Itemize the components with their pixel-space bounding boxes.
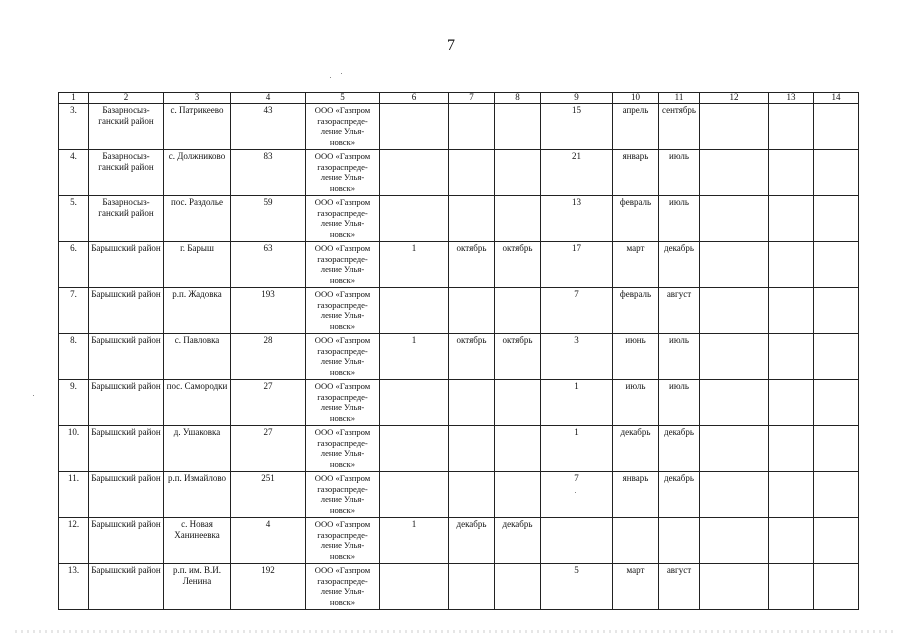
column-9-cell: 7: [541, 472, 613, 518]
column-11-cell: сентябрь: [659, 104, 700, 150]
column-10-cell: февраль: [613, 288, 659, 334]
column-8-cell: [495, 288, 541, 334]
column-7-cell: [449, 426, 495, 472]
column-number: 1: [59, 93, 89, 104]
scan-speck: [341, 73, 342, 74]
quantity-cell: 251: [231, 472, 306, 518]
column-11-cell: декабрь: [659, 242, 700, 288]
column-7-cell: декабрь: [449, 518, 495, 564]
row-number-cell: 11.: [59, 472, 89, 518]
organization-cell: ООО «Газпром газораспреде- ление Улья- новск»: [306, 472, 380, 518]
organization-cell: ООО «Газпром газораспреде- ление Улья- новск»: [306, 334, 380, 380]
settlement-cell: р.п. Измайлово: [164, 472, 231, 518]
district-cell: Барышский район: [89, 242, 164, 288]
table-row: [59, 150, 859, 196]
quantity-cell: 192: [231, 564, 306, 610]
column-13-cell: [769, 472, 814, 518]
district-cell: Барышский район: [89, 564, 164, 610]
column-8-cell: [495, 104, 541, 150]
column-number-row: [59, 93, 859, 104]
row-number-cell: 7.: [59, 288, 89, 334]
column-number: 8: [495, 93, 541, 104]
column-6-cell: [380, 196, 449, 242]
column-11-cell: август: [659, 564, 700, 610]
column-12-cell: [700, 288, 769, 334]
column-14-cell: [814, 150, 859, 196]
column-11-cell: [659, 518, 700, 564]
column-13-cell: [769, 380, 814, 426]
column-8-cell: [495, 196, 541, 242]
column-13-cell: [769, 518, 814, 564]
column-11-cell: июль: [659, 196, 700, 242]
organization-cell: ООО «Газпром газораспреде- ление Улья- новск»: [306, 104, 380, 150]
column-number: 3: [164, 93, 231, 104]
column-9-cell: 1: [541, 380, 613, 426]
settlement-cell: с. Павловка: [164, 334, 231, 380]
column-11-cell: июль: [659, 380, 700, 426]
table-row: [59, 288, 859, 334]
organization-cell: ООО «Газпром газораспреде- ление Улья- новск»: [306, 196, 380, 242]
table-row: [59, 196, 859, 242]
column-9-cell: 21: [541, 150, 613, 196]
column-6-cell: 1: [380, 242, 449, 288]
column-8-cell: декабрь: [495, 518, 541, 564]
scan-speck: [330, 77, 331, 78]
table-row: [59, 426, 859, 472]
column-7-cell: октябрь: [449, 242, 495, 288]
column-number: 5: [306, 93, 380, 104]
column-number: 4: [231, 93, 306, 104]
column-12-cell: [700, 334, 769, 380]
column-9-cell: 17: [541, 242, 613, 288]
district-cell: Базарносыз- ганский район: [89, 196, 164, 242]
column-11-cell: июль: [659, 334, 700, 380]
column-7-cell: октябрь: [449, 334, 495, 380]
settlement-cell: р.п. им. В.И. Ленина: [164, 564, 231, 610]
column-13-cell: [769, 150, 814, 196]
settlement-cell: д. Ушаковка: [164, 426, 231, 472]
column-10-cell: февраль: [613, 196, 659, 242]
column-9-cell: 13: [541, 196, 613, 242]
row-number-cell: 4.: [59, 150, 89, 196]
column-13-cell: [769, 242, 814, 288]
column-9-cell: 7: [541, 288, 613, 334]
column-10-cell: март: [613, 242, 659, 288]
column-12-cell: [700, 564, 769, 610]
organization-cell: ООО «Газпром газораспреде- ление Улья- новск»: [306, 380, 380, 426]
district-cell: Барышский район: [89, 380, 164, 426]
column-12-cell: [700, 150, 769, 196]
table-row: [59, 564, 859, 610]
column-8-cell: октябрь: [495, 242, 541, 288]
row-number-cell: 3.: [59, 104, 89, 150]
column-12-cell: [700, 242, 769, 288]
column-11-cell: декабрь: [659, 426, 700, 472]
column-13-cell: [769, 196, 814, 242]
row-number-cell: 13.: [59, 564, 89, 610]
column-number: 13: [769, 93, 814, 104]
column-8-cell: [495, 380, 541, 426]
column-9-cell: 1: [541, 426, 613, 472]
column-14-cell: [814, 196, 859, 242]
page-number: 7: [447, 37, 455, 54]
column-number: 10: [613, 93, 659, 104]
column-number: 11: [659, 93, 700, 104]
district-cell: Барышский район: [89, 472, 164, 518]
quantity-cell: 83: [231, 150, 306, 196]
column-9-cell: 3: [541, 334, 613, 380]
column-number: 9: [541, 93, 613, 104]
quantity-cell: 193: [231, 288, 306, 334]
column-9-cell: 5: [541, 564, 613, 610]
column-8-cell: [495, 564, 541, 610]
column-14-cell: [814, 104, 859, 150]
column-number: 12: [700, 93, 769, 104]
column-10-cell: январь: [613, 472, 659, 518]
column-7-cell: [449, 150, 495, 196]
column-13-cell: [769, 564, 814, 610]
column-11-cell: декабрь: [659, 472, 700, 518]
column-9-cell: 15: [541, 104, 613, 150]
column-6-cell: [380, 288, 449, 334]
column-10-cell: апрель: [613, 104, 659, 150]
column-14-cell: [814, 242, 859, 288]
column-6-cell: [380, 564, 449, 610]
column-6-cell: [380, 150, 449, 196]
scan-speck: [33, 395, 34, 396]
scan-edge-noise: [15, 630, 893, 633]
row-number-cell: 6.: [59, 242, 89, 288]
row-number-cell: 10.: [59, 426, 89, 472]
column-14-cell: [814, 564, 859, 610]
column-11-cell: июль: [659, 150, 700, 196]
column-10-cell: март: [613, 564, 659, 610]
column-6-cell: [380, 472, 449, 518]
settlement-cell: с. Патрикеево: [164, 104, 231, 150]
column-14-cell: [814, 426, 859, 472]
column-12-cell: [700, 104, 769, 150]
organization-cell: ООО «Газпром газораспреде- ление Улья- новск»: [306, 518, 380, 564]
column-7-cell: [449, 380, 495, 426]
table-row: [59, 104, 859, 150]
column-number: 6: [380, 93, 449, 104]
column-number: 2: [89, 93, 164, 104]
column-14-cell: [814, 518, 859, 564]
column-6-cell: 1: [380, 518, 449, 564]
column-7-cell: [449, 196, 495, 242]
column-10-cell: июль: [613, 380, 659, 426]
table-row: [59, 518, 859, 564]
row-number-cell: 12.: [59, 518, 89, 564]
district-cell: Барышский район: [89, 288, 164, 334]
column-6-cell: [380, 426, 449, 472]
quantity-cell: 28: [231, 334, 306, 380]
organization-cell: ООО «Газпром газораспреде- ление Улья- новск»: [306, 426, 380, 472]
column-12-cell: [700, 380, 769, 426]
column-13-cell: [769, 288, 814, 334]
column-14-cell: [814, 472, 859, 518]
schedule-table: [58, 92, 859, 610]
district-cell: Базарносыз- ганский район: [89, 150, 164, 196]
settlement-cell: пос. Самородки: [164, 380, 231, 426]
column-14-cell: [814, 288, 859, 334]
column-8-cell: октябрь: [495, 334, 541, 380]
column-12-cell: [700, 518, 769, 564]
table-row: [59, 380, 859, 426]
district-cell: Барышский район: [89, 518, 164, 564]
column-10-cell: июнь: [613, 334, 659, 380]
quantity-cell: 27: [231, 380, 306, 426]
row-number-cell: 5.: [59, 196, 89, 242]
district-cell: Базарносыз- ганский район: [89, 104, 164, 150]
column-8-cell: [495, 426, 541, 472]
table-row: [59, 334, 859, 380]
column-7-cell: [449, 564, 495, 610]
table-row: [59, 242, 859, 288]
row-number-cell: 9.: [59, 380, 89, 426]
column-6-cell: 1: [380, 334, 449, 380]
district-cell: Барышский район: [89, 334, 164, 380]
table-row: [59, 472, 859, 518]
settlement-cell: с. Новая Ханинеевка: [164, 518, 231, 564]
column-7-cell: [449, 472, 495, 518]
column-6-cell: [380, 104, 449, 150]
column-10-cell: декабрь: [613, 426, 659, 472]
table-body: [59, 93, 859, 610]
quantity-cell: 63: [231, 242, 306, 288]
column-8-cell: [495, 150, 541, 196]
settlement-cell: г. Барыш: [164, 242, 231, 288]
organization-cell: ООО «Газпром газораспреде- ление Улья- новск»: [306, 242, 380, 288]
row-number-cell: 8.: [59, 334, 89, 380]
quantity-cell: 4: [231, 518, 306, 564]
organization-cell: ООО «Газпром газораспреде- ление Улья- новск»: [306, 150, 380, 196]
settlement-cell: пос. Раздолье: [164, 196, 231, 242]
column-14-cell: [814, 334, 859, 380]
column-7-cell: [449, 288, 495, 334]
settlement-cell: с. Должниково: [164, 150, 231, 196]
column-6-cell: [380, 380, 449, 426]
column-12-cell: [700, 472, 769, 518]
column-13-cell: [769, 334, 814, 380]
column-13-cell: [769, 426, 814, 472]
column-13-cell: [769, 104, 814, 150]
column-14-cell: [814, 380, 859, 426]
quantity-cell: 43: [231, 104, 306, 150]
settlement-cell: р.п. Жадовка: [164, 288, 231, 334]
district-cell: Барышский район: [89, 426, 164, 472]
column-12-cell: [700, 196, 769, 242]
column-number: 14: [814, 93, 859, 104]
column-8-cell: [495, 472, 541, 518]
column-12-cell: [700, 426, 769, 472]
organization-cell: ООО «Газпром газораспреде- ление Улья- новск»: [306, 288, 380, 334]
organization-cell: ООО «Газпром газораспреде- ление Улья- новск»: [306, 564, 380, 610]
column-10-cell: январь: [613, 150, 659, 196]
quantity-cell: 27: [231, 426, 306, 472]
column-number: 7: [449, 93, 495, 104]
column-10-cell: [613, 518, 659, 564]
column-7-cell: [449, 104, 495, 150]
quantity-cell: 59: [231, 196, 306, 242]
column-11-cell: август: [659, 288, 700, 334]
column-9-cell: [541, 518, 613, 564]
